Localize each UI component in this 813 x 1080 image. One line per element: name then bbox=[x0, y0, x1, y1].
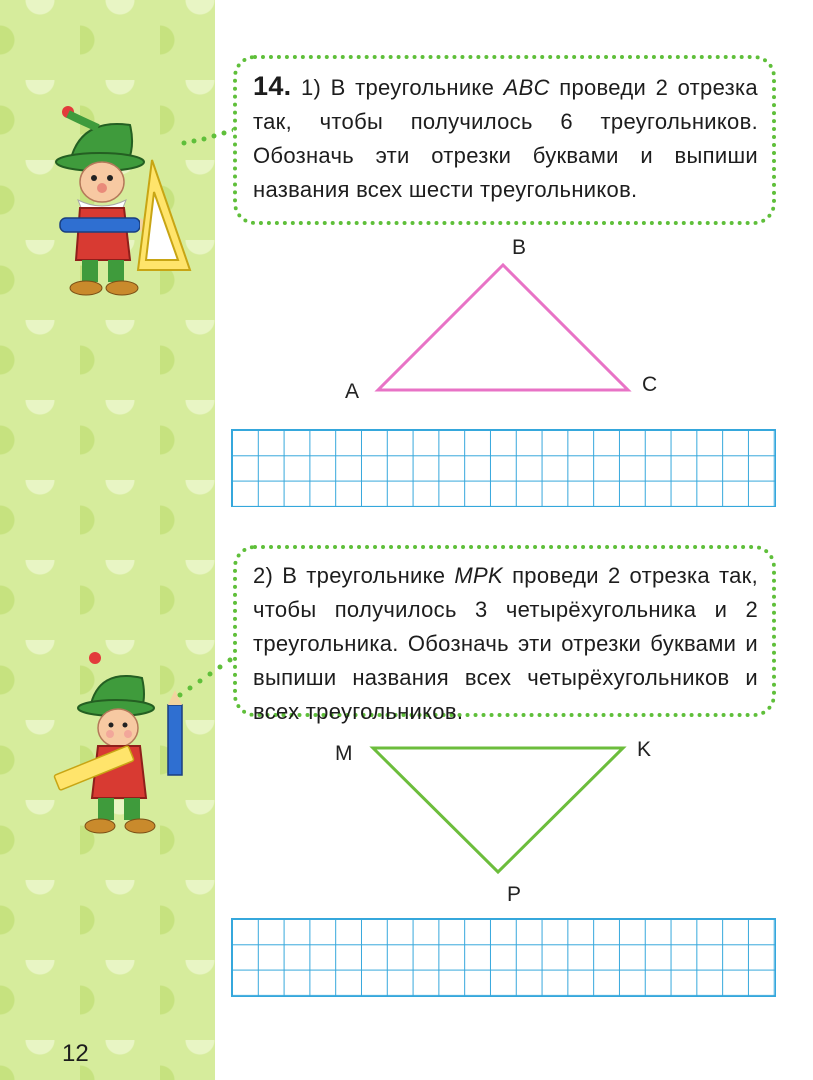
answer-grid-2[interactable] bbox=[231, 918, 776, 997]
vertex-label-k: K bbox=[637, 738, 652, 761]
vertex-label-b: B bbox=[512, 236, 527, 259]
gnome-with-set-square-illustration bbox=[40, 100, 200, 300]
task-1-bubble bbox=[233, 55, 776, 225]
answer-grid-1[interactable] bbox=[231, 429, 776, 507]
task-2-triangle-name: MPK bbox=[454, 563, 503, 588]
bubble-pointer-1 bbox=[180, 125, 240, 150]
task-1-text-after: проведи 2 отрезка так, чтобы получилось 6 треугольников. Обозначь эти отрезки буквами и выпиши названия всех шести треугольников. bbox=[253, 75, 758, 202]
task-1-part: 1) bbox=[300, 75, 322, 100]
triangle-abc bbox=[370, 255, 640, 400]
vertex-label-a: A bbox=[345, 380, 360, 403]
task-2-part: 2) bbox=[253, 563, 274, 588]
task-1-text-before: В треугольнике bbox=[330, 75, 495, 100]
task-1-text bbox=[253, 69, 758, 207]
task-2-text bbox=[253, 559, 758, 729]
task-2-text-after: проведи 2 отрезка так, чтобы получилось 3 четырёхугольника и 2 треугольника. Обозначь эти отрезки буквами и выпиши названия всех четырёхугольников и всех треугольников. bbox=[253, 563, 758, 724]
triangle-mpk bbox=[365, 740, 630, 880]
task-1-triangle-name: ABC bbox=[503, 75, 550, 100]
vertex-label-m: M bbox=[335, 742, 353, 765]
task-2-bubble bbox=[233, 545, 776, 724]
vertex-label-p: P bbox=[507, 883, 522, 906]
bubble-pointer-2 bbox=[175, 650, 240, 700]
page-number: 12 bbox=[62, 1040, 89, 1067]
vertex-label-c: C bbox=[642, 373, 658, 396]
task-2-text-before: В треугольнике bbox=[282, 563, 446, 588]
task-number: 14. bbox=[253, 71, 292, 101]
